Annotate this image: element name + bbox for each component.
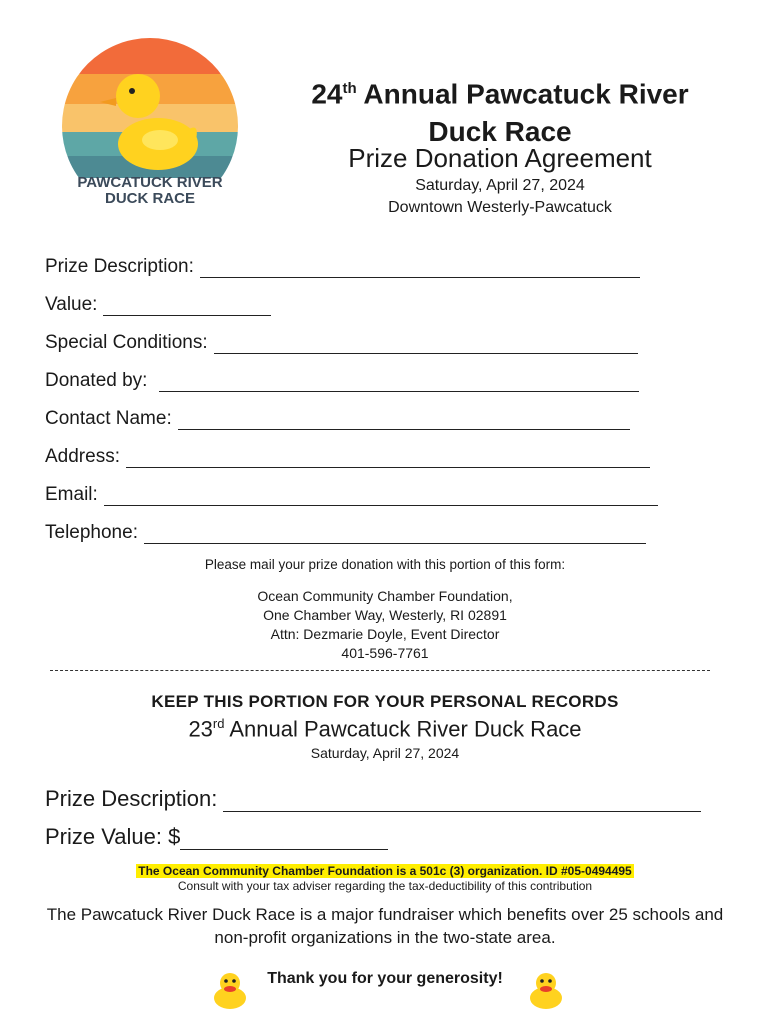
value-label: Value: bbox=[45, 294, 98, 315]
mail-note: Please mail your prize donation with this portion of this form: bbox=[204, 557, 566, 572]
records-date: Saturday, April 27, 2024 bbox=[310, 745, 460, 761]
contact-name-line[interactable] bbox=[178, 409, 630, 430]
special-conditions-field[interactable] bbox=[45, 328, 638, 354]
rubber-duck-icon bbox=[524, 968, 568, 1012]
thank-you-message: Thank you for your generosity! bbox=[267, 970, 503, 987]
event-date: Saturday, April 27, 2024 bbox=[415, 177, 585, 194]
value-field[interactable] bbox=[45, 290, 271, 316]
org-note bbox=[0, 862, 770, 880]
keep-heading: KEEP THIS PORTION FOR YOUR PERSONAL RECORDS bbox=[151, 692, 619, 711]
contact-name-label: Contact Name: bbox=[45, 408, 172, 429]
tax-consult-note: Consult with your tax adviser regarding the tax-deductibility of this contribution bbox=[177, 879, 593, 893]
special-conditions-line[interactable] bbox=[214, 333, 638, 354]
telephone-line[interactable] bbox=[144, 523, 646, 544]
address-field[interactable] bbox=[45, 442, 650, 468]
records-prize-value-line[interactable] bbox=[180, 825, 388, 850]
address-line3: Attn: Dezmarie Doyle, Event Director bbox=[270, 626, 500, 642]
benefit-statement: The Pawcatuck River Duck Race is a major fundraiser which benefits over 25 schools and non-profit organizations in the two-state area. bbox=[46, 905, 724, 947]
title-sup: th bbox=[342, 80, 357, 97]
cut-line-divider bbox=[50, 670, 710, 671]
title-num: 24 bbox=[311, 78, 343, 110]
prize-description-label: Prize Description: bbox=[45, 256, 194, 277]
prize-description-field[interactable] bbox=[45, 252, 640, 278]
special-conditions-label: Special Conditions: bbox=[45, 332, 208, 353]
records-prize-value-label: Prize Value: $ bbox=[45, 824, 181, 849]
records-prize-value-field[interactable] bbox=[45, 820, 388, 850]
address-line1: Ocean Community Chamber Foundation, bbox=[257, 588, 513, 604]
event-location: Downtown Westerly-Pawcatuck bbox=[388, 199, 612, 216]
page-subtitle: Prize Donation Agreement bbox=[348, 143, 652, 173]
address-phone: 401-596-7761 bbox=[341, 645, 429, 661]
value-line[interactable] bbox=[103, 295, 271, 316]
org-note-text: The Ocean Community Chamber Foundation is a 501c (3) organization. ID #05-0494495 bbox=[138, 864, 632, 878]
mailing-address bbox=[0, 587, 770, 663]
donated-by-field[interactable] bbox=[45, 366, 639, 392]
records-title-rest: Annual Pawcatuck River Duck Race bbox=[224, 716, 582, 742]
logo-line1: PAWCATUCK RIVER bbox=[77, 174, 223, 191]
contact-name-field[interactable] bbox=[45, 404, 630, 430]
title-rest: Annual Pawcatuck River bbox=[356, 78, 689, 110]
prize-description-line[interactable] bbox=[200, 257, 640, 278]
records-title-sup: rd bbox=[212, 716, 225, 731]
page-title bbox=[270, 70, 730, 151]
records-title bbox=[0, 716, 770, 742]
email-line[interactable] bbox=[104, 485, 658, 506]
address-line[interactable] bbox=[126, 447, 650, 468]
donated-by-line[interactable] bbox=[159, 371, 639, 392]
email-label: Email: bbox=[45, 484, 98, 505]
records-prize-description-field[interactable] bbox=[45, 782, 701, 812]
address-label: Address: bbox=[45, 446, 120, 467]
records-title-num: 23 bbox=[188, 716, 213, 742]
title-line2: Duck Race bbox=[428, 116, 572, 148]
logo-line2: DUCK RACE bbox=[105, 190, 195, 207]
address-line2: One Chamber Way, Westerly, RI 02891 bbox=[263, 607, 507, 623]
telephone-field[interactable] bbox=[45, 518, 646, 544]
email-field[interactable] bbox=[45, 480, 658, 506]
donated-by-label: Donated by: bbox=[45, 370, 148, 391]
telephone-label: Telephone: bbox=[45, 522, 138, 543]
records-prize-description-label: Prize Description: bbox=[45, 786, 218, 811]
logo-text bbox=[50, 175, 250, 207]
records-prize-description-line[interactable] bbox=[223, 787, 701, 812]
